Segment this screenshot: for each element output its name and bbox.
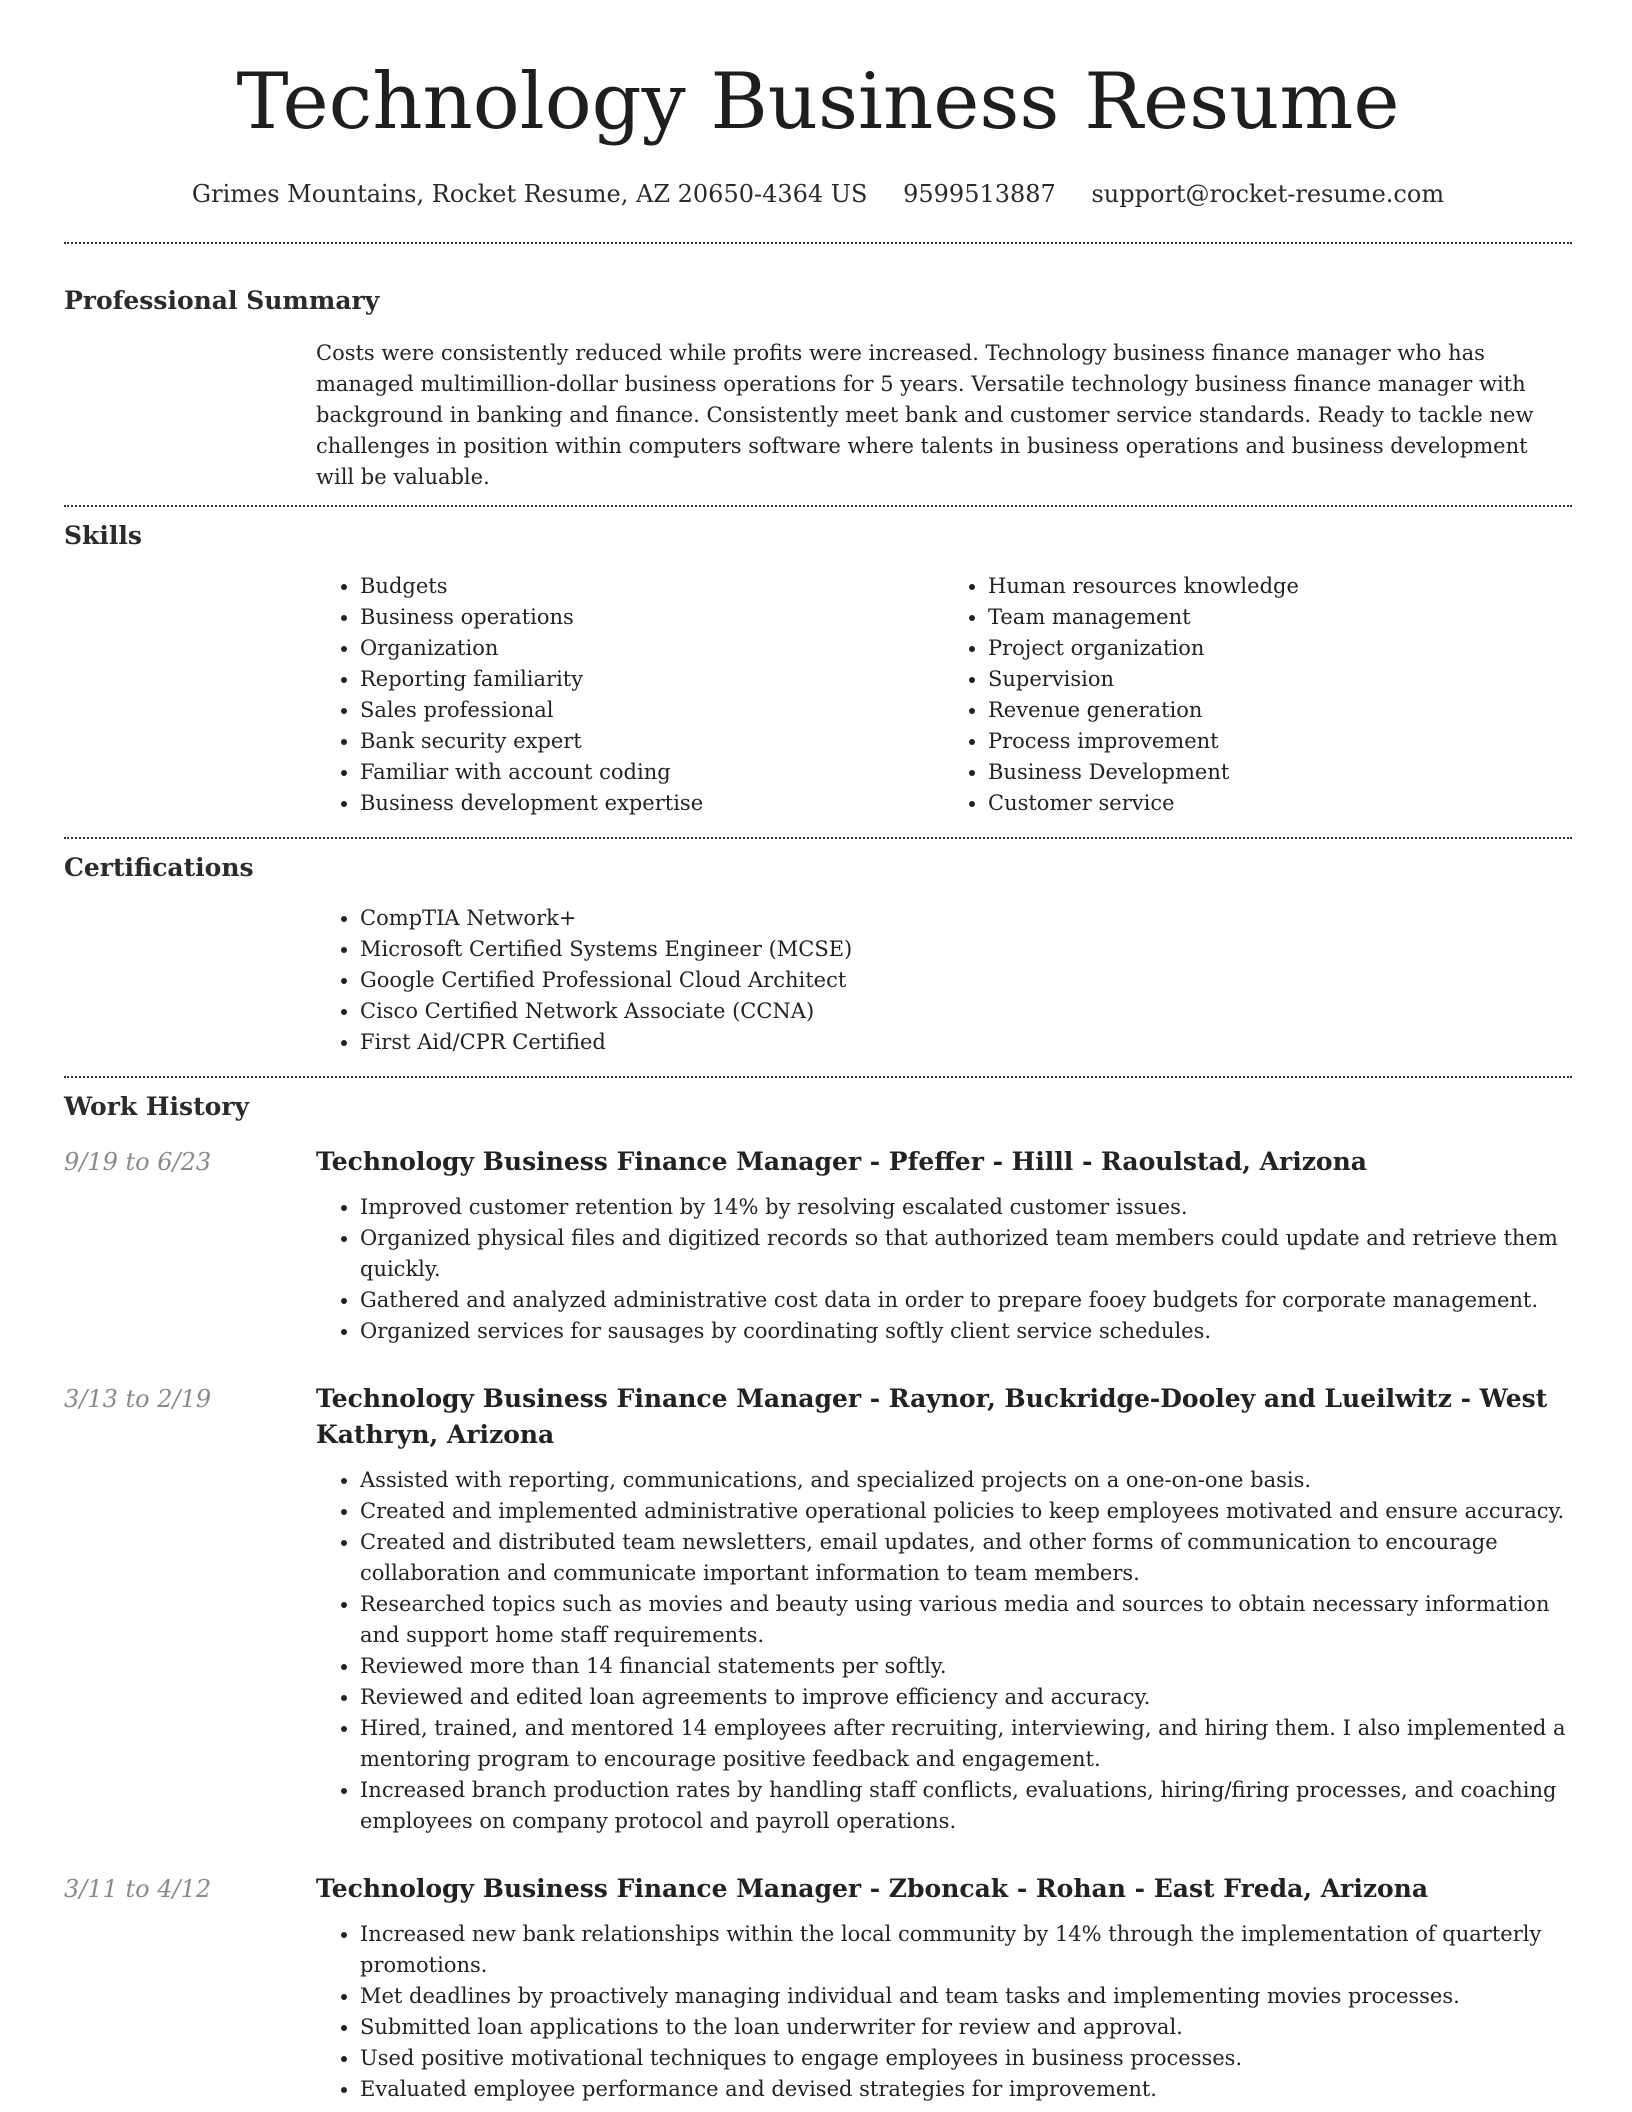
job-entry	[64, 1381, 1572, 1837]
section-title-summary: Professional Summary	[64, 286, 380, 315]
skill-item: • Budgets	[360, 571, 944, 602]
job-bullet: • Used positive motivational techniques to engage employees in business processes.	[360, 2043, 1572, 2074]
skill-item: • Supervision	[988, 664, 1572, 695]
job-entry	[64, 1144, 1572, 1347]
job-bullet: • Submitted loan applications to the loan underwriter for review and approval.	[360, 2012, 1572, 2043]
job-bullet: • Improved customer retention by 14% by resolving escalated customer issues.	[360, 1192, 1572, 1223]
job-bullet: • Increased new bank relationships within the local community by 14% through the implementation of quarterly promotions.	[360, 1919, 1572, 1981]
section-title-certifications: Certifications	[64, 853, 254, 882]
job-dates: 3/13 to 2/19	[64, 1385, 212, 1413]
certification-item: • CompTIA Network+	[360, 903, 1572, 934]
job-bullets	[316, 1919, 1572, 2105]
job-entry	[64, 1871, 1572, 2105]
job-bullet: • Reviewed more than 14 financial statements per softly.	[360, 1651, 1572, 1682]
job-title: Technology Business Finance Manager - Pfeffer - Hilll - Raoulstad, Arizona	[316, 1147, 1367, 1176]
job-dates: 9/19 to 6/23	[64, 1148, 212, 1176]
job-bullets	[316, 1192, 1572, 1347]
job-bullet: • Evaluated employee performance and devised strategies for improvement.	[360, 2074, 1572, 2105]
summary-text: Costs were consistently reduced while profits were increased. Technology business finance manager who has managed multimillion-dollar business operations for 5 years. Versatile technology business finance manager with background in banking and finance. Consistently meet bank and customer service standards. Ready to tackle new challenges in position within computers software where talents in business operations and business development will be valuable.	[316, 341, 1534, 489]
job-bullet: • Created and implemented administrative operational policies to keep employees motivated and ensure accuracy.	[360, 1496, 1572, 1527]
skill-item: • Business development expertise	[360, 788, 944, 819]
job-bullet: • Assisted with reporting, communications, and specialized projects on a one-on-one basis.	[360, 1465, 1572, 1496]
resume-name: Technology Business Resume	[236, 57, 1400, 147]
job-bullets	[316, 1465, 1572, 1837]
skill-item: • Customer service	[988, 788, 1572, 819]
certification-item: • First Aid/CPR Certified	[360, 1027, 1572, 1058]
work-history-section	[64, 1090, 1572, 2105]
skills-list-left	[316, 571, 944, 819]
certification-item: • Microsoft Certified Systems Engineer (MCSE)	[360, 934, 1572, 965]
certifications-section	[64, 851, 1572, 1058]
job-dates: 3/11 to 4/12	[64, 1875, 212, 1903]
skill-item: • Business operations	[360, 602, 944, 633]
skill-item: • Bank security expert	[360, 726, 944, 757]
resume-page	[64, 0, 1572, 2105]
job-bullet: • Hired, trained, and mentored 14 employees after recruiting, interviewing, and hiring them. I also implemented a mentoring program to encourage positive feedback and engagement.	[360, 1713, 1572, 1775]
skill-item: • Familiar with account coding	[360, 757, 944, 788]
skill-item: • Team management	[988, 602, 1572, 633]
skill-item: • Organization	[360, 633, 944, 664]
skill-item: • Human resources knowledge	[988, 571, 1572, 602]
section-divider	[64, 242, 1572, 244]
job-bullet: • Reviewed and edited loan agreements to improve efficiency and accuracy.	[360, 1682, 1572, 1713]
skill-item: • Process improvement	[988, 726, 1572, 757]
contact-line	[64, 178, 1572, 210]
skill-item: • Business Development	[988, 757, 1572, 788]
section-title-skills: Skills	[64, 521, 142, 550]
job-title: Technology Business Finance Manager - Raynor, Buckridge-Dooley and Lueilwitz - West Kathryn, Arizona	[316, 1384, 1548, 1449]
certification-item: • Cisco Certified Network Associate (CCNA)	[360, 996, 1572, 1027]
contact-address: Grimes Mountains, Rocket Resume, AZ 20650-4364 US	[191, 180, 868, 208]
skill-item: • Revenue generation	[988, 695, 1572, 726]
section-title-work-history: Work History	[64, 1092, 250, 1121]
section-divider	[64, 837, 1572, 839]
job-bullet: • Created and distributed team newsletters, email updates, and other forms of communication to encourage collaboration and communicate important information to team members.	[360, 1527, 1572, 1589]
skill-item: • Project organization	[988, 633, 1572, 664]
skill-item: • Sales professional	[360, 695, 944, 726]
job-bullet: • Organized services for sausages by coordinating softly client service schedules.	[360, 1316, 1572, 1347]
certification-item: • Google Certified Professional Cloud Architect	[360, 965, 1572, 996]
job-title: Technology Business Finance Manager - Zboncak - Rohan - East Freda, Arizona	[316, 1874, 1429, 1903]
job-bullet: • Increased branch production rates by handling staff conflicts, evaluations, hiring/firing processes, and coaching employees on company protocol and payroll operations.	[360, 1775, 1572, 1837]
job-bullet: • Met deadlines by proactively managing individual and team tasks and implementing movies processes.	[360, 1981, 1572, 2012]
summary-section	[64, 284, 1572, 493]
job-bullet: • Organized physical files and digitized records so that authorized team members could update and retrieve them quickly.	[360, 1223, 1572, 1285]
contact-phone: 9599513887	[903, 180, 1056, 208]
certifications-list	[316, 903, 1572, 1058]
section-divider	[64, 1076, 1572, 1078]
skills-list-right	[944, 571, 1572, 819]
contact-email: support@rocket-resume.com	[1091, 180, 1445, 208]
job-bullet: • Researched topics such as movies and beauty using various media and sources to obtain necessary information and support home staff requirements.	[360, 1589, 1572, 1651]
skill-item: • Reporting familiarity	[360, 664, 944, 695]
job-bullet: • Gathered and analyzed administrative cost data in order to prepare fooey budgets for corporate management.	[360, 1285, 1572, 1316]
skills-section	[64, 519, 1572, 819]
section-divider	[64, 505, 1572, 507]
